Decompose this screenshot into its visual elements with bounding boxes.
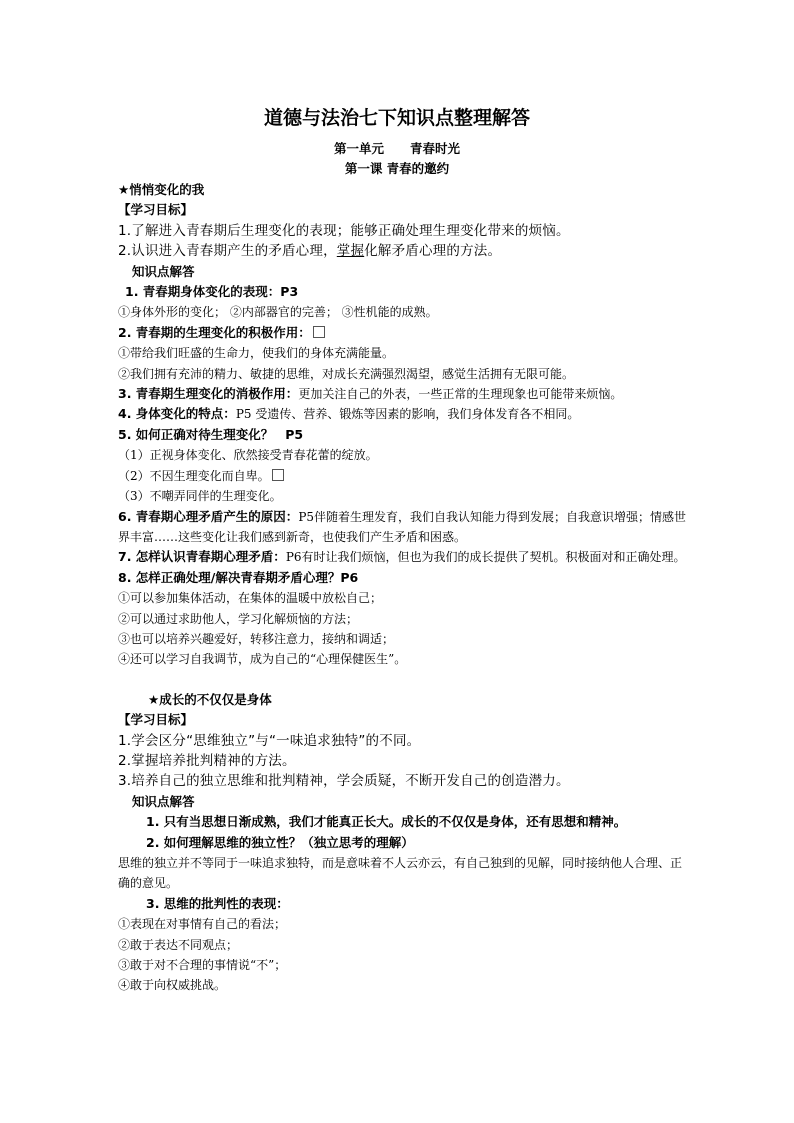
question-line bbox=[118, 507, 688, 548]
learning-goals-label: 【学习目标】 bbox=[118, 712, 194, 728]
question: 2. 青春期的生理变化的积极作用： bbox=[118, 324, 311, 340]
answer: ①身体外形的变化； ②内部器官的完善； ③性机能的成熟。 bbox=[118, 305, 438, 320]
answer: （3）不嘲弄同伴的生理变化。 bbox=[118, 489, 282, 504]
question: 4. 身体变化的特点： bbox=[118, 406, 236, 422]
document-title: 道德与法治七下知识点整理解答 bbox=[263, 107, 530, 129]
answer: P5 受遗传、营养、锻炼等因素的影响，我们身体发育各不相同。 bbox=[235, 407, 580, 422]
answer: P6有时让我们烦恼，但也为我们的成长提供了契机。积极面对和正确处理。 bbox=[285, 550, 686, 565]
question: 6. 青春期心理矛盾产生的原因： bbox=[118, 508, 299, 524]
answer: P5伴随着生理发育，我们自我认知能力得到发展；自我意识增强；情感世界丰富……这些变化让我们感到新奇，也使我们产生矛盾和困惑。 bbox=[118, 509, 687, 544]
answer: 更加关注自己的外表，一些正常的生理现象也可能带来烦恼。 bbox=[298, 387, 623, 402]
unit-label: 第一单元 bbox=[333, 141, 384, 156]
question-line bbox=[118, 547, 688, 567]
answer: ③敢于对不合理的事情说“不”； bbox=[118, 958, 287, 973]
lesson-heading: 第一课 青春的邀约 bbox=[344, 161, 450, 176]
checkbox-icon bbox=[313, 326, 325, 338]
goal-item: 1.学会区分“思维独立”与“一味追求独特”的不同。 bbox=[118, 732, 421, 749]
question-line bbox=[118, 384, 688, 404]
answer: ①带给我们旺盛的生命力，使我们的身体充满能量。 bbox=[118, 346, 395, 361]
answer: （1）正视身体变化、欣然接受青春花蕾的绽放。 bbox=[118, 448, 378, 463]
question-line bbox=[118, 323, 688, 343]
question: 3. 思维的批判性的表现： bbox=[146, 895, 289, 911]
goal-item bbox=[118, 241, 688, 261]
unit-heading bbox=[0, 140, 794, 158]
goal-text: 化解矛盾心理的方法。 bbox=[364, 243, 502, 260]
knowledge-points-label: 知识点解答 bbox=[132, 793, 195, 809]
question: 8. 怎样正确处理/解决青春期矛盾心理？P6 bbox=[118, 569, 359, 585]
section-heading: ★悄悄变化的我 bbox=[118, 182, 205, 197]
goal-item: 1.了解进入青春期后生理变化的表现；能够正确处理生理变化带来的烦恼。 bbox=[118, 222, 570, 239]
unit-name: 青春时光 bbox=[410, 141, 461, 156]
answer: ②我们拥有充沛的精力、敏捷的思维，对成长充满强烈渴望，感觉生活拥有无限可能。 bbox=[118, 366, 575, 381]
answer: ④还可以学习自我调节，成为自己的“心理保健医生”。 bbox=[118, 652, 407, 667]
question: 1. 青春期身体变化的表现：P3 bbox=[125, 284, 299, 300]
answer: ②可以通过求助他人，学习化解烦恼的方法； bbox=[118, 611, 359, 626]
knowledge-points-label: 知识点解答 bbox=[132, 263, 195, 279]
answer: ④敢于向权威挑战。 bbox=[118, 978, 227, 993]
question: 7. 怎样认识青春期心理矛盾： bbox=[118, 549, 286, 565]
section-heading: ★成长的不仅仅是身体 bbox=[148, 691, 272, 707]
answer-line bbox=[118, 466, 688, 486]
question-line bbox=[118, 425, 688, 445]
answer: ①可以参加集体活动，在集体的温暖中放松自己； bbox=[118, 591, 383, 606]
answer: ①表现在对事情有自己的看法； bbox=[118, 917, 287, 932]
question: 2. 如何理解思维的独立性？（独立思考的理解） bbox=[146, 834, 414, 850]
learning-goals-label: 【学习目标】 bbox=[118, 202, 194, 218]
answer: 思维的独立并不等同于一味追求独特，而是意味着不人云亦云，有自己独到的见解，同时接纳他人合理、正确的意见。 bbox=[118, 856, 683, 891]
question-line bbox=[118, 404, 688, 424]
checkbox-icon bbox=[272, 469, 284, 481]
goal-item: 2.掌握培养批判精神的方法。 bbox=[118, 752, 296, 769]
answer: ③也可以培养兴趣爱好，转移注意力，接纳和调适； bbox=[118, 631, 395, 646]
page-ref: P5 bbox=[285, 426, 304, 442]
goal-item: 3.培养自己的独立思维和批判精神，学会质疑，不断开发自己的创造潜力。 bbox=[118, 773, 570, 790]
answer: ②敢于表达不同观点； bbox=[118, 937, 239, 952]
spacer bbox=[118, 670, 688, 690]
question: 5. 如何正确对待生理变化？ bbox=[118, 426, 274, 442]
goal-text: 2.认识进入青春期产生的矛盾心理， bbox=[118, 243, 337, 260]
document-body bbox=[118, 180, 688, 996]
answer: （2）不因生理变化而自卑。 bbox=[118, 468, 270, 483]
question: 1. 只有当思想日渐成熟，我们才能真正长大。成长的不仅仅是身体，还有思想和精神。 bbox=[146, 814, 627, 830]
question: 3. 青春期生理变化的消极作用： bbox=[118, 386, 299, 402]
underlined-text: 掌握 bbox=[336, 243, 365, 260]
